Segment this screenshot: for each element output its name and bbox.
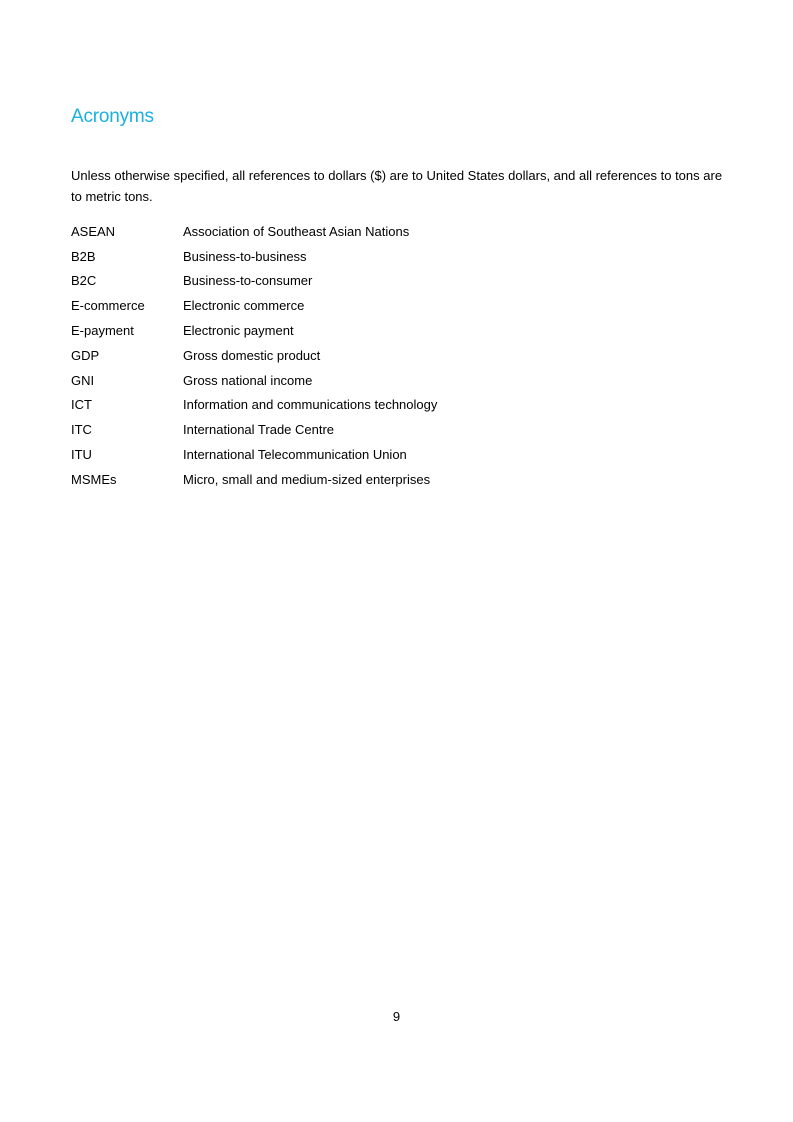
acronym-abbr: B2B [71, 248, 96, 264]
acronym-abbr: ITU [71, 447, 92, 463]
acronym-abbr: ICT [71, 397, 92, 413]
acronym-definition: Information and communications technology [183, 397, 438, 413]
acronym-definition: Association of Southeast Asian Nations [183, 223, 410, 239]
acronym-row-itu [71, 442, 437, 467]
acronym-definition: Gross national income [183, 372, 313, 388]
acronym-row-gni [71, 368, 437, 393]
acronym-row-b2c [71, 269, 437, 294]
page-title: Acronyms [71, 106, 154, 127]
page-number: 9 [392, 1009, 401, 1024]
acronym-definition: International Trade Centre [183, 422, 335, 438]
acronym-row-gdp [71, 343, 437, 368]
acronym-row-e-commerce [71, 293, 437, 318]
acronym-abbr: E-payment [71, 323, 134, 339]
acronym-abbr: ASEAN [71, 223, 116, 239]
acronym-definition: Electronic payment [183, 323, 294, 339]
acronym-abbr: ITC [71, 422, 92, 438]
acronym-row-ict [71, 393, 437, 418]
acronym-row-asean [71, 219, 437, 244]
acronym-definition: Business-to-business [183, 248, 307, 264]
acronym-row-b2b [71, 244, 437, 269]
acronym-abbr: B2C [71, 273, 97, 289]
acronym-definition: Micro, small and medium-sized enterprises [183, 471, 431, 487]
acronym-row-itc [71, 417, 437, 442]
acronym-abbr: GNI [71, 372, 95, 388]
intro-paragraph: Unless otherwise specified, all references to dollars ($) are to United States dollars, and all references to tons are to metric tons. [71, 168, 723, 204]
acronym-list [71, 219, 437, 492]
acronym-row-msmes [71, 467, 437, 492]
acronym-definition: Business-to-consumer [183, 273, 313, 289]
acronym-abbr: GDP [71, 347, 100, 363]
acronym-definition: International Telecommunication Union [183, 447, 407, 463]
acronym-definition: Electronic commerce [183, 298, 305, 314]
acronym-row-e-payment [71, 318, 437, 343]
acronym-definition: Gross domestic product [183, 347, 321, 363]
acronym-abbr: E-commerce [71, 298, 145, 314]
acronym-abbr: MSMEs [71, 471, 117, 487]
